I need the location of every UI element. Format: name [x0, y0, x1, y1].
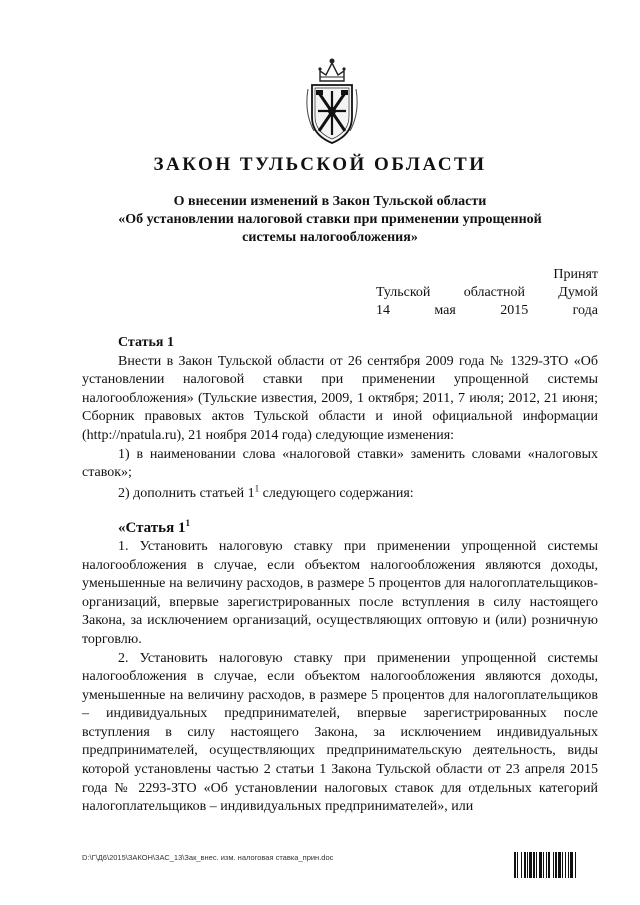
barcode-bar	[575, 852, 576, 878]
article-1-1-para-1: 1. Установить налоговую ставку при применении упрощенной системы налогообложения в случае, если объектом налогообложения являются доходы, уменьшенные на величину расходов, в размере 5 процентов для налогоплательщиков-организаций, впервые зарегистрированных после вступления в силу настоящего Закона, за исключением организаций, осуществляющих оптовую и (или) розничную торговлю.	[82, 538, 598, 647]
article-1-1-heading-text: «Статья 1	[118, 520, 186, 537]
adopted-date-line	[376, 302, 598, 320]
barcode-image	[514, 852, 602, 878]
law-subtitle	[80, 193, 580, 247]
adopted-date-part: 2015	[500, 303, 529, 318]
barcode-bar	[568, 852, 569, 878]
adopted-date-part: мая	[434, 303, 456, 318]
barcode-bar	[570, 852, 573, 878]
article-1-heading: Статья 1	[118, 335, 174, 350]
article-1-item-1: 1) в наименовании слова «налоговой ставки» заменить словами «налоговых ставок»;	[82, 446, 598, 481]
barcode-bar	[527, 852, 528, 878]
barcode-bar	[533, 852, 535, 878]
barcode-bar	[529, 852, 532, 878]
barcode-bar	[553, 852, 554, 878]
adopted-word: Тульской	[376, 285, 431, 300]
barcode-bar	[546, 852, 547, 878]
adopted-word: Думой	[558, 285, 598, 300]
adoption-block	[376, 266, 598, 320]
item-2-text-end: следующего содержания:	[259, 485, 414, 501]
barcode-bar	[558, 852, 561, 878]
law-body	[82, 334, 598, 817]
coat-of-arms-emblem	[300, 55, 364, 147]
adopted-date-part: года	[572, 303, 598, 318]
barcode-bar	[524, 852, 526, 878]
file-path-footer: D:\Г\Д6\2015\ЗАКОН\ЗАС_13\Зак_внес. изм. налоговая ставка_прин.doc	[82, 853, 334, 862]
barcode-bar	[521, 852, 522, 878]
law-title: ЗАКОН ТУЛЬСКОЙ ОБЛАСТИ	[153, 154, 487, 175]
adopted-by-line	[376, 284, 598, 302]
subtitle-line: «Об установлении налоговой ставки при применении упрощенной	[118, 212, 542, 227]
subtitle-line: О внесении изменений в Закон Тульской области	[173, 194, 487, 209]
barcode-bar	[536, 852, 537, 878]
barcode-bar	[517, 852, 518, 878]
article-1-1-heading	[82, 519, 598, 538]
barcode-bar	[514, 852, 516, 878]
barcode-bar	[548, 852, 550, 878]
adopted-date-part: 14	[376, 303, 390, 318]
subtitle-line: системы налогообложения»	[242, 230, 418, 245]
barcode-bar	[555, 852, 557, 878]
barcode-bar	[543, 852, 544, 878]
article-1-1-para-2: 2. Установить налоговую ставку при применении упрощенной системы налогообложения в случае, если объектом налогообложения являются доходы, уменьшенные на величину расходов, в размере 5 процентов для налогоплательщиков – индивидуальных предпринимателей, впервые зарегистрированных после вступления в силу настоящего Закона, за исключением индивидуальных предпринимателей, осуществляющих предпринимательскую деятельность, виды которой установлены частью 2 статьи 1 Закона Тульской области от 23 апреля 2015 года № 2293-ЗТО «Об установлении налоговых ставок для отдельных категорий налогоплательщиков – индивидуальных предпринимателей», или	[82, 650, 598, 815]
item-2-superscript: 1	[254, 483, 260, 494]
barcode-bar	[562, 852, 563, 878]
adopted-label: Принят	[553, 267, 598, 282]
article-1-1-superscript: 1	[185, 518, 190, 529]
adopted-word: областной	[463, 285, 525, 300]
article-1-item-2	[82, 485, 598, 504]
barcode-bar	[539, 852, 542, 878]
barcode-bar	[565, 852, 566, 878]
article-1-intro: Внести в Закон Тульской области от 26 сентября 2009 года № 1329-ЗТО «Об установлении налоговой ставки при применении упрощенной системы налогообложения» (Тульские известия, 2009, 1 октября; 2011, 7 июля; 2012, 21 июня; Сборник правовых актов Тульской области и иной официальной информации (http://npatula.ru), 21 ноября 2014 года) следующие изменения:	[82, 353, 598, 443]
item-2-text: 2) дополнить статьей 1	[118, 485, 255, 501]
